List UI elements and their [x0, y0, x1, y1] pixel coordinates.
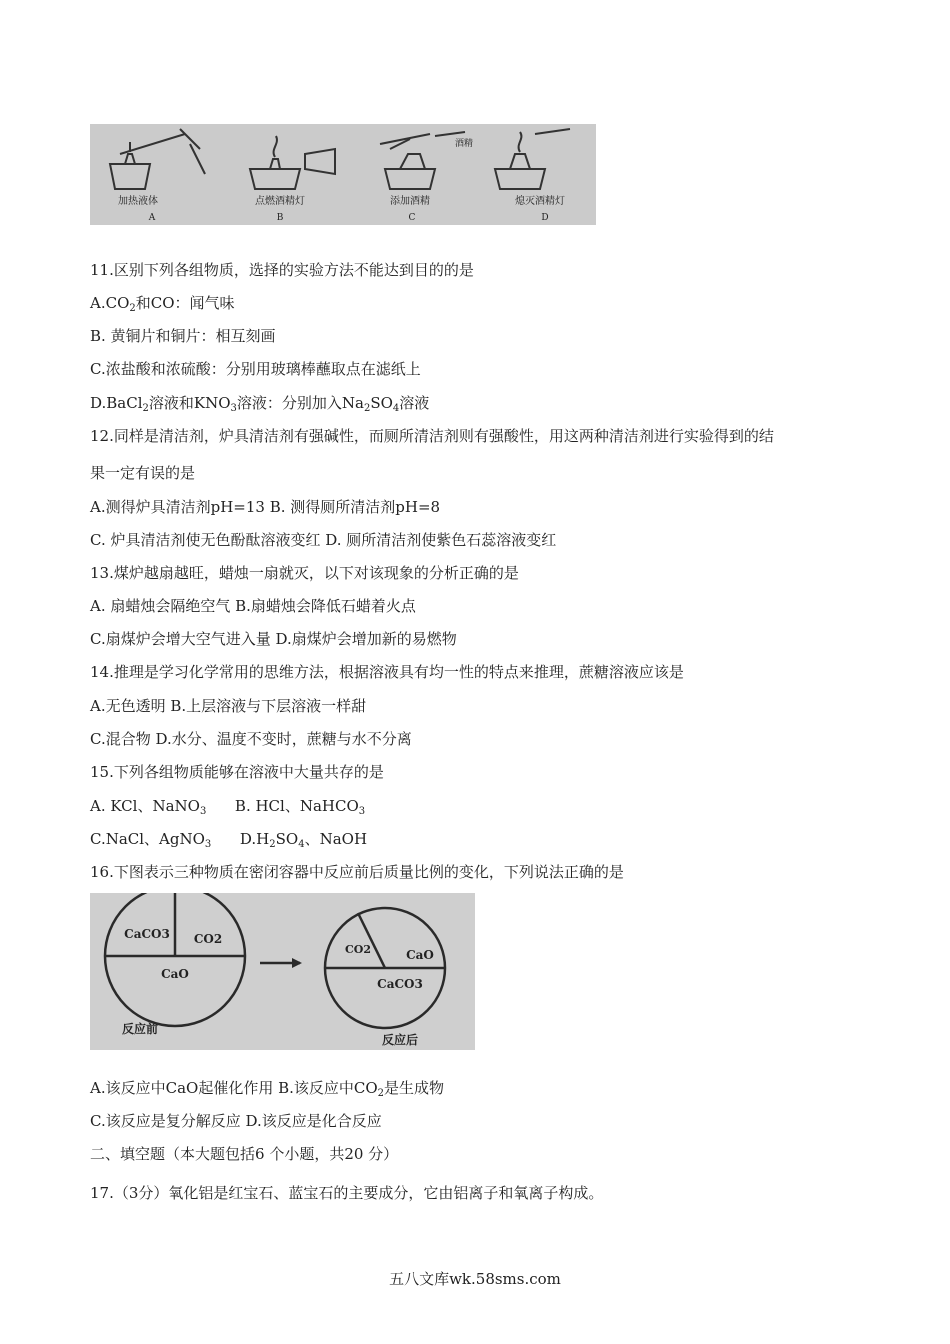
- q16-options-ab: A.该反应中CaO起催化作用 B.该反应中$CO_2$是生成物: [90, 1079, 445, 1099]
- q15-options-cd: C.NaCl、AgNO$_3$ $D.H_2SO_4$、NaOH: [90, 830, 368, 850]
- q13-stem: 13.煤炉越扇越旺，蜡烛一扇就灭，以下对该现象的分析正确的是: [90, 564, 519, 582]
- pie-before-cao: CaO: [161, 967, 189, 981]
- reaction-pies-drawing: [90, 893, 475, 1050]
- q13-options-cd: C.扇煤炉会增大空气进入量 D.扇煤炉会增加新的易燃物: [90, 630, 457, 648]
- fig1-annotation: 酒精: [455, 139, 474, 149]
- q13-options-ab: A. 扇蜡烛会隔绝空气 B.扇蜡烛会降低石蜡着火点: [90, 597, 416, 615]
- section2-heading: 二、填空题（本大题包括6 个小题，共20 分）: [90, 1145, 399, 1163]
- figure-reaction-pies: [90, 893, 475, 1050]
- q15-options-ab: A. KCl、NaNO$_3$ B. HCl、NaHCO$_3$: [90, 797, 366, 817]
- q14-stem: 14.推理是学习化学常用的思维方法，根据溶液具有均一性的特点来推理，蔗糖溶液应该是: [90, 663, 684, 681]
- pie-after-cao: CaO: [406, 948, 434, 962]
- lab-operations-drawing: [90, 124, 596, 225]
- pie-after-caption: 反应后: [381, 1033, 419, 1047]
- q15-stem: 15.下列各组物质能够在溶液中大量共存的是: [90, 763, 384, 781]
- q11-option-d: D.BaCl$_2$溶液和$KNO_3$溶液：分别加入$Na_2SO_4$溶液: [90, 394, 430, 414]
- pie-before-caco3: CaCO3: [124, 927, 170, 941]
- q11-stem: 11.区别下列各组物质，选择的实验方法不能达到目的的是: [90, 261, 474, 279]
- q12-options-cd: C. 炉具清洁剂使无色酚酞溶液变红 D. 厕所清洁剂使紫色石蕊溶液变红: [90, 531, 557, 549]
- fig1-label-d: 熄灭酒精灯: [515, 196, 565, 207]
- pie-before-co2: CO2: [193, 932, 223, 946]
- fig1-letter-d: D: [541, 213, 549, 223]
- figure-lab-operations: [90, 124, 596, 225]
- q14-options-ab: A.无色透明 B.上层溶液与下层溶液一样甜: [90, 697, 367, 715]
- fig1-label-b: 点燃酒精灯: [255, 196, 305, 207]
- q17-stem: 17.（3分）氧化铝是红宝石、蓝宝石的主要成分，它由铝离子和氧离子构成。: [90, 1184, 604, 1202]
- q11-option-b: B. 黄铜片和铜片：相互刻画: [90, 327, 276, 345]
- q16-options-cd: C.该反应是复分解反应 D.该反应是化合反应: [90, 1112, 382, 1130]
- q11-option-a: $A.CO_2$和CO：闻气味: [90, 294, 235, 314]
- pie-after-caco3: CaCO3: [377, 977, 423, 991]
- q12-stem-line2: 果一定有误的是: [90, 464, 196, 482]
- fig1-letter-b: B: [276, 213, 284, 223]
- page-footer: 五八文库wk.58sms.com: [389, 1270, 561, 1288]
- pie-before-caption: 反应前: [121, 1022, 159, 1036]
- q11-option-c: C.浓盐酸和浓硫酸：分别用玻璃棒蘸取点在滤纸上: [90, 360, 421, 378]
- fig1-letter-c: C: [408, 213, 416, 223]
- fig1-label-a: 加热液体: [118, 196, 158, 207]
- q12-stem-line1: 12.同样是清洁剂，炉具清洁剂有强碱性，而厕所清洁剂则有强酸性，用这两种清洁剂进行实验得到的结: [90, 427, 774, 445]
- fig1-label-c: 添加酒精: [390, 196, 430, 207]
- pie-after-co2: CO2: [345, 943, 371, 956]
- q14-options-cd: C.混合物 D.水分、温度不变时，蔗糖与水不分离: [90, 730, 412, 748]
- q12-options-ab: A.测得炉具清洁剂pH=13 B. 测得厕所清洁剂pH=8: [90, 498, 441, 516]
- q16-stem: 16.下图表示三种物质在密闭容器中反应前后质量比例的变化，下列说法正确的是: [90, 863, 624, 881]
- fig1-letter-a: A: [148, 213, 156, 223]
